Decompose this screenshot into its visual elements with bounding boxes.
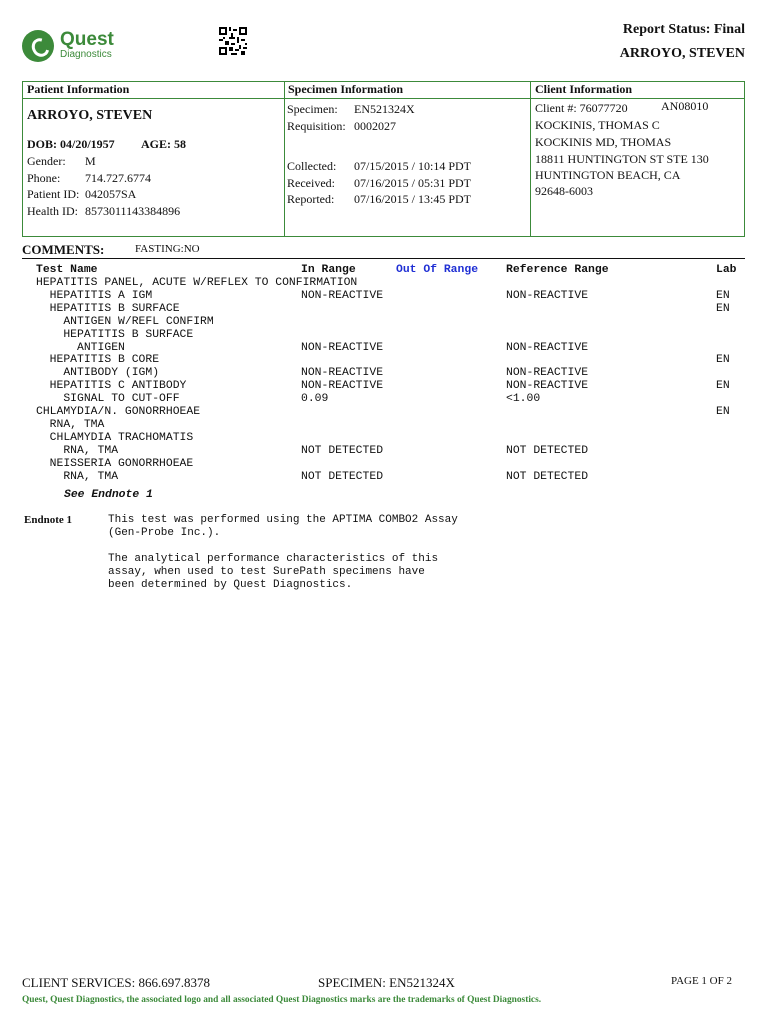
result-in-range: NON-REACTIVE (301, 342, 384, 354)
comments-value: FASTING:NO (135, 243, 200, 255)
comments-label: COMMENTS: (22, 242, 105, 257)
result-test-name: HEPATITIS B SURFACE (36, 329, 194, 341)
result-test-name: HEPATITIS A IGM (36, 290, 153, 302)
client-line-1: KOCKINIS, THOMAS C (535, 118, 660, 132)
patient-dob: DOB: 04/20/1957 (27, 137, 115, 151)
result-lab: EN (716, 406, 730, 418)
report-status: Report Status: Final (622, 22, 745, 37)
phone-label: Phone: (27, 171, 61, 185)
result-lab: EN (716, 380, 730, 392)
result-test-name: HEPATITIS B CORE (36, 354, 160, 366)
patient-id-label: Patient ID: (27, 187, 80, 201)
col-reference-range: Reference Range (506, 264, 609, 276)
result-test-name: ANTIGEN (36, 342, 125, 354)
result-in-range: NOT DETECTED (301, 445, 384, 457)
client-account: AN08010 (661, 99, 709, 113)
client-number: Client #: 76077720 (535, 101, 628, 115)
health-id: 8573011143384896 (85, 204, 181, 218)
result-test-name: SIGNAL TO CUT-OFF (36, 393, 180, 405)
footer-trademark: Quest, Quest Diagnostics, the associated logo and all associated Quest Diagnostics marks are the trademarks of Quest Diagnostics. (22, 995, 542, 1005)
endnote-line: This test was performed using the APTIMA COMBO2 Assay (108, 514, 458, 526)
client-line-3: 18811 HUNTINGTON ST STE 130 (535, 152, 709, 166)
client-info-header: Client Information (535, 82, 632, 96)
logo-brand: Quest (60, 29, 114, 50)
result-test-name: NEISSERIA GONORRHOEAE (36, 458, 194, 470)
patient-info-header: Patient Information (27, 82, 130, 96)
collected-datetime: 07/15/2015 / 10:14 PDT (354, 159, 472, 173)
result-test-name: ANTIBODY (IGM) (36, 367, 160, 379)
result-test-name: HEPATITIS PANEL, ACUTE W/REFLEX TO CONFIRMATION (36, 277, 358, 289)
footer-page-number: PAGE 1 OF 2 (670, 975, 732, 987)
result-reference-range: NON-REACTIVE (506, 380, 589, 392)
received-datetime: 07/16/2015 / 05:31 PDT (354, 176, 472, 190)
requisition-number: 0002027 (354, 119, 396, 133)
result-test-name: HEPATITIS B SURFACE (36, 303, 180, 315)
result-test-name: CHLAMYDIA TRACHOMATIS (36, 432, 194, 444)
result-test-name: HEPATITIS C ANTIBODY (36, 380, 187, 392)
result-test-name: CHLAMYDIA/N. GONORRHOEAE (36, 406, 201, 418)
requisition-label: Requisition: (287, 119, 346, 133)
footer-client-services: CLIENT SERVICES: 866.697.8378 (22, 975, 210, 990)
endnote-label: Endnote 1 (24, 514, 72, 526)
patient-phone: 714.727.6774 (85, 171, 151, 185)
result-in-range: NON-REACTIVE (301, 290, 384, 302)
result-in-range: NOT DETECTED (301, 471, 384, 483)
col-test-name: Test Name (36, 264, 98, 276)
result-in-range: NON-REACTIVE (301, 380, 384, 392)
collected-label: Collected: (287, 159, 337, 173)
gender-label: Gender: (27, 154, 66, 168)
see-endnote: See Endnote 1 (64, 489, 153, 501)
result-in-range: NON-REACTIVE (301, 367, 384, 379)
result-reference-range: <1.00 (506, 393, 541, 405)
col-lab: Lab (716, 264, 737, 276)
client-line-4: HUNTINGTON BEACH, CA (535, 168, 681, 182)
specimen-label: Specimen: (287, 102, 338, 116)
endnote-line: The analytical performance characteristics of this (108, 553, 439, 565)
specimen-number: EN521324X (354, 102, 415, 116)
result-reference-range: NOT DETECTED (506, 445, 589, 457)
result-test-name: RNA, TMA (36, 471, 119, 483)
result-lab: EN (716, 290, 730, 302)
result-test-name: RNA, TMA (36, 419, 105, 431)
col-in-range: In Range (301, 264, 356, 276)
specimen-info-header: Specimen Information (288, 82, 403, 96)
result-reference-range: NON-REACTIVE (506, 342, 589, 354)
patient-age: AGE: 58 (141, 137, 186, 151)
endnote-line: assay, when used to test SurePath specimens have (108, 566, 425, 578)
result-lab: EN (716, 354, 730, 366)
col-out-of-range: Out Of Range (396, 264, 479, 276)
endnote-line: been determined by Quest Diagnostics. (108, 579, 353, 591)
logo-sub: Diagnostics (60, 49, 112, 60)
patient-id: 042057SA (85, 187, 137, 201)
header-patient-name: ARROYO, STEVEN (619, 46, 745, 61)
endnote-line: (Gen-Probe Inc.). (108, 527, 221, 539)
result-reference-range: NOT DETECTED (506, 471, 589, 483)
patient-name: ARROYO, STEVEN (27, 108, 153, 123)
result-reference-range: NON-REACTIVE (506, 290, 589, 302)
client-line-5: 92648-6003 (535, 184, 593, 198)
result-test-name: RNA, TMA (36, 445, 119, 457)
patient-gender: M (85, 154, 96, 168)
reported-label: Reported: (287, 192, 335, 206)
result-lab: EN (716, 303, 730, 315)
received-label: Received: (287, 176, 335, 190)
result-test-name: ANTIGEN W/REFL CONFIRM (36, 316, 214, 328)
result-reference-range: NON-REACTIVE (506, 367, 589, 379)
result-in-range: 0.09 (301, 393, 329, 405)
client-line-2: KOCKINIS MD, THOMAS (535, 135, 672, 149)
reported-datetime: 07/16/2015 / 13:45 PDT (354, 192, 472, 206)
health-id-label: Health ID: (27, 204, 78, 218)
footer-specimen: SPECIMEN: EN521324X (318, 975, 455, 990)
